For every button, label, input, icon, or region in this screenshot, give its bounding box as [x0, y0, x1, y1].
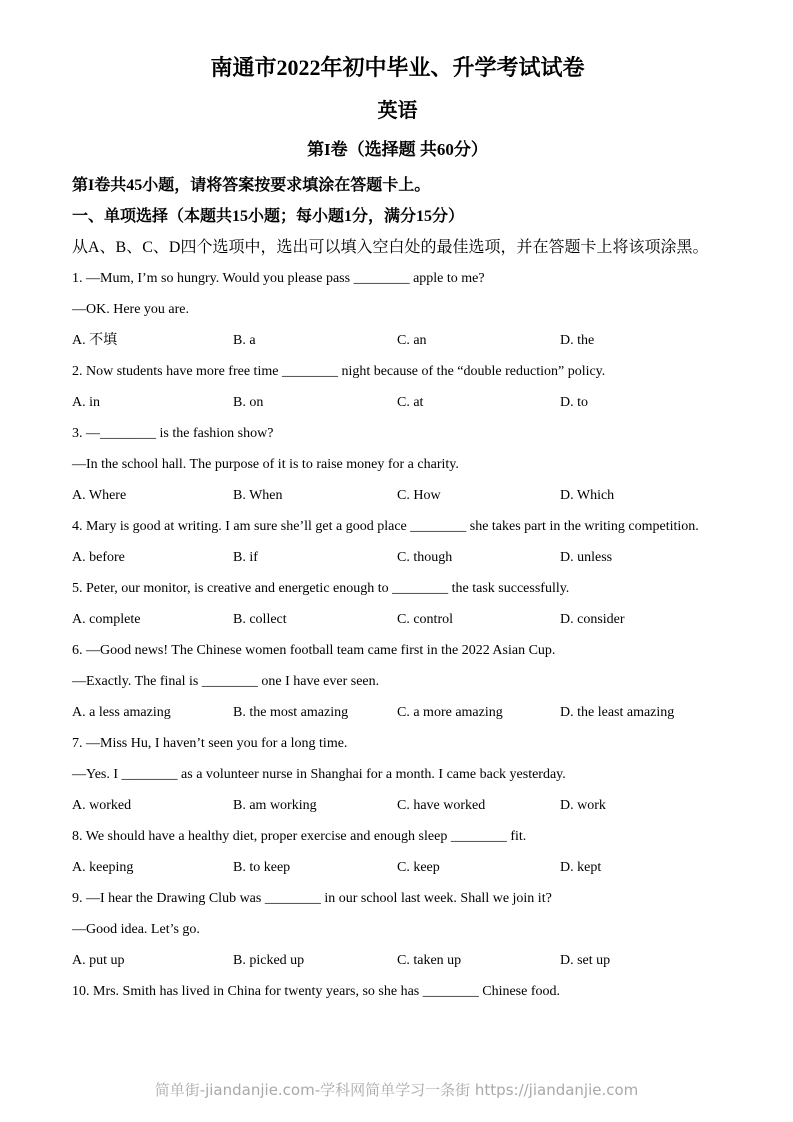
question-10 [72, 976, 723, 1007]
options-row [72, 790, 723, 821]
question-line: 1. —Mum, I’m so hungry. Would you please pass ________ apple to me? [72, 271, 485, 286]
options-row [72, 387, 723, 418]
option-c: C. though [397, 550, 453, 565]
question-4 [72, 511, 723, 573]
option-d: D. work [560, 798, 606, 813]
page-title: 南通市2022年初中毕业、升学考试试卷 [210, 55, 585, 80]
option-d: D. consider [560, 612, 625, 627]
subject-title: 英语 [377, 100, 418, 122]
question-line: 5. Peter, our monitor, is creative and energetic enough to ________ the task successfully. [72, 581, 570, 596]
option-d: D. set up [560, 953, 611, 968]
question-6 [72, 635, 723, 728]
option-b: B. on [233, 395, 264, 410]
option-a: A. keeping [72, 860, 134, 875]
option-c: C. control [397, 612, 453, 627]
option-d: D. the least amazing [560, 705, 675, 720]
option-d: D. unless [560, 550, 613, 565]
question-line: 7. —Miss Hu, I haven’t seen you for a long time. [72, 736, 348, 751]
options-row [72, 325, 723, 356]
option-b: B. a [233, 333, 256, 348]
option-c: C. keep [397, 860, 440, 875]
question-line: 6. —Good news! The Chinese women football team came first in the 2022 Asian Cup. [72, 643, 556, 658]
option-a: A. Where [72, 488, 127, 503]
question-1 [72, 263, 723, 356]
question-7 [72, 728, 723, 821]
option-a: A. in [72, 395, 100, 410]
question-line: —OK. Here you are. [72, 302, 190, 317]
option-a: A. complete [72, 612, 141, 627]
question-line: —Good idea. Let’s go. [72, 922, 200, 937]
options-row [72, 604, 723, 635]
watermark-footer: 简单街-jiandanjie.com-学科网简单学习一条街 https://jiandanjie.com [154, 1081, 639, 1099]
question-3 [72, 418, 723, 511]
question-line: —Exactly. The final is ________ one I have ever seen. [72, 674, 380, 689]
option-b: B. When [233, 488, 283, 503]
question-line: 4. Mary is good at writing. I am sure she’ll get a good place ________ she takes part in the writing competition. [72, 519, 699, 534]
options-row [72, 480, 723, 511]
option-b: B. the most amazing [233, 705, 349, 720]
option-b: B. collect [233, 612, 287, 627]
question-9 [72, 883, 723, 976]
part-instruction: 从A、B、C、D四个选项中，选出可以填入空白处的最佳选项，并在答题卡上将该项涂黑。 [72, 239, 709, 256]
part-header: 一、单项选择（本题共15小题；每小题1分，满分15分） [72, 208, 465, 225]
option-a: A. worked [72, 798, 132, 813]
option-c: C. have worked [397, 798, 486, 813]
option-c: C. at [397, 395, 424, 410]
answer-instruction: 第I卷共45小题，请将答案按要求填涂在答题卡上。 [72, 177, 431, 194]
options-row [72, 852, 723, 883]
option-a: A. before [72, 550, 125, 565]
option-a: A. put up [72, 953, 125, 968]
option-c: C. an [397, 333, 427, 348]
question-2 [72, 356, 723, 418]
question-line: —Yes. I ________ as a volunteer nurse in Shanghai for a month. I came back yesterday. [72, 767, 566, 782]
option-c: C. a more amazing [397, 705, 503, 720]
options-row [72, 542, 723, 573]
option-c: C. How [397, 488, 441, 503]
question-line: 10. Mrs. Smith has lived in China for twenty years, so she has ________ Chinese food. [72, 984, 561, 999]
options-row [72, 697, 723, 728]
option-d: D. kept [560, 860, 602, 875]
option-c: C. taken up [397, 953, 462, 968]
question-line: —In the school hall. The purpose of it is to raise money for a charity. [72, 457, 459, 472]
question-line: 8. We should have a healthy diet, proper exercise and enough sleep ________ fit. [72, 829, 527, 844]
question-line: 2. Now students have more free time ________ night because of the “double reduction” policy. [72, 364, 606, 379]
option-d: D. the [560, 333, 595, 348]
question-line: 3. —________ is the fashion show? [72, 426, 274, 441]
option-a: A. 不填 [72, 333, 118, 348]
option-b: B. am working [233, 798, 317, 813]
question-5 [72, 573, 723, 635]
option-d: D. to [560, 395, 588, 410]
option-d: D. Which [560, 488, 615, 503]
question-8 [72, 821, 723, 883]
options-row [72, 945, 723, 976]
section-header: 第I卷（选择题 共60分） [307, 140, 488, 159]
option-b: B. picked up [233, 953, 305, 968]
option-b: B. if [233, 550, 258, 565]
option-b: B. to keep [233, 860, 291, 875]
question-line: 9. —I hear the Drawing Club was ________ in our school last week. Shall we join it? [72, 891, 552, 906]
option-a: A. a less amazing [72, 705, 171, 720]
